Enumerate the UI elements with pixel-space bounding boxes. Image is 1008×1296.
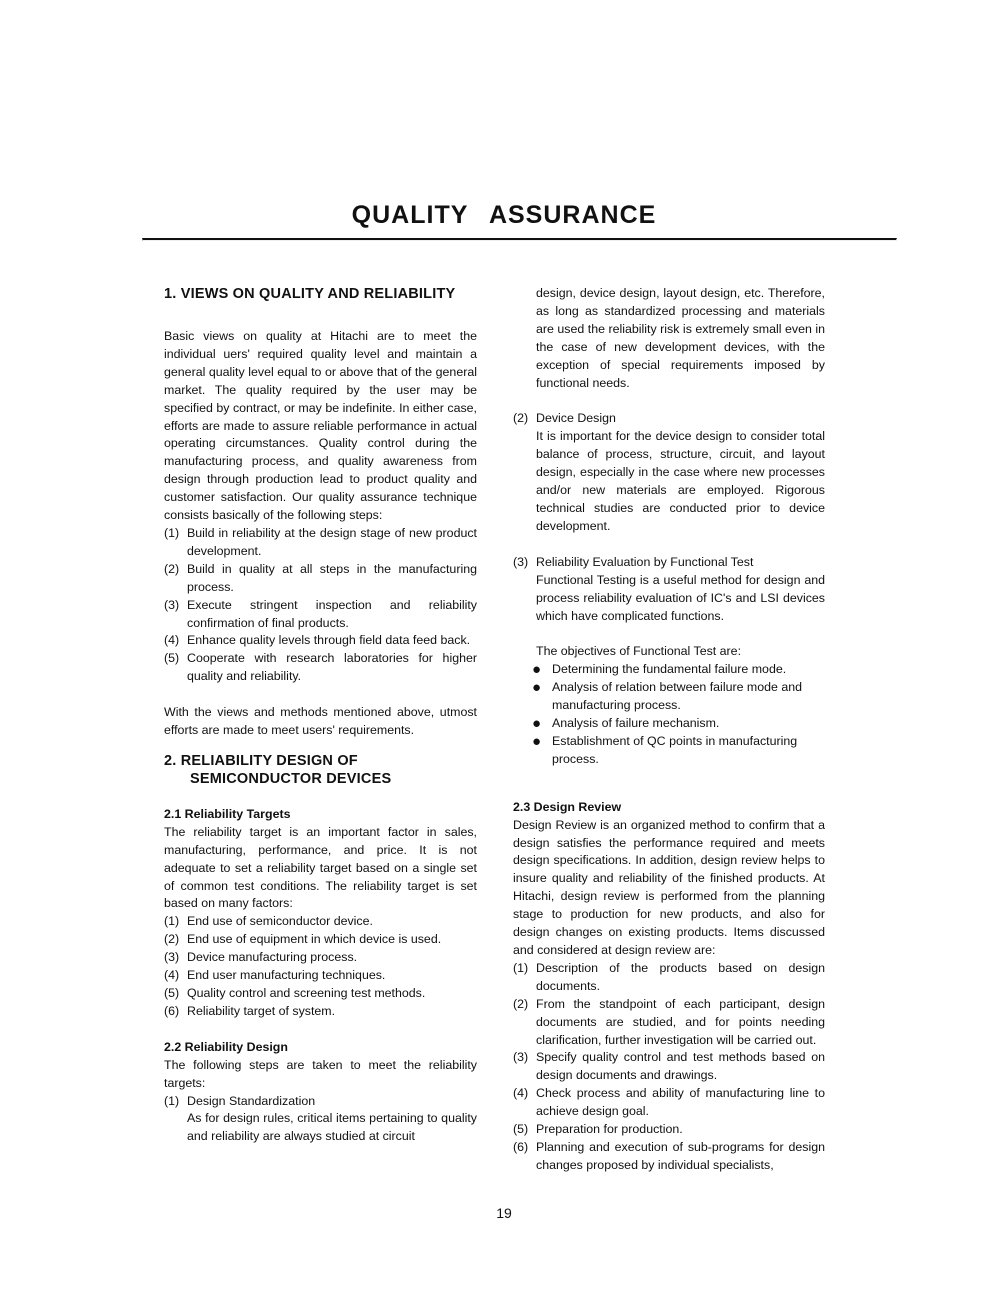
list-item bbox=[164, 525, 477, 561]
list-item-number: (4) bbox=[164, 968, 180, 983]
list-item-number: (2) bbox=[164, 561, 180, 576]
section-2-heading-line2: SEMICONDUCTOR DEVICES bbox=[190, 770, 392, 787]
list-item-text: Preparation for production. bbox=[536, 1122, 683, 1137]
list-item bbox=[513, 1139, 825, 1175]
section-1-steps bbox=[164, 525, 477, 686]
design-standardization-text: As for design rules, critical items pertaining to quality and reliability are always studied at circuit bbox=[187, 1111, 477, 1144]
bullet-icon: ● bbox=[532, 679, 542, 697]
left-column bbox=[164, 285, 477, 1146]
list-item bbox=[513, 1121, 825, 1139]
list-item-number: (1) bbox=[513, 960, 529, 975]
list-item bbox=[164, 949, 477, 967]
list-item-number: (4) bbox=[513, 1086, 529, 1101]
list-item bbox=[164, 1003, 477, 1021]
section-2-1-heading: 2.1 Reliability Targets bbox=[164, 806, 291, 821]
list-item-text: Build in quality at all steps in the manufacturing process. bbox=[187, 561, 477, 594]
list-item-text: Description of the products based on design documents. bbox=[536, 960, 825, 993]
section-2-1-text: The reliability target is an important factor in sales, manufacturing, performance, and price. It is not adequate to set a reliability target based on a single set of common test conditions. The reliability target is set based on many factors: bbox=[164, 824, 477, 911]
list-item-number: (2) bbox=[164, 932, 180, 947]
list-item-number: (6) bbox=[164, 1003, 180, 1018]
list-item bbox=[164, 931, 477, 949]
list-item-number: (1) bbox=[164, 525, 180, 540]
design-review-items bbox=[513, 960, 825, 1175]
page-number: 19 bbox=[496, 1205, 512, 1221]
list-item-text: Specify quality control and test methods based on design documents and drawings. bbox=[536, 1050, 825, 1083]
objectives-list bbox=[513, 661, 825, 768]
list-item bbox=[513, 1085, 825, 1121]
list-item bbox=[513, 554, 825, 572]
list-item bbox=[164, 913, 477, 931]
section-1-closing: With the views and methods mentioned above, utmost efforts are made to meet users' requirements. bbox=[164, 705, 477, 738]
section-2-3-text: Design Review is an organized method to confirm that a design satisfies the performance required and meets design specifications. In addition, design review helps to insure quality and reliability of the finished products. At Hitachi, design review is performed from the planning stage to production for new products, and also for design changes on existing products. Items discussed and considered at design review are: bbox=[513, 817, 825, 957]
list-item-number: (6) bbox=[513, 1139, 529, 1154]
list-item bbox=[164, 632, 477, 650]
list-item-number: (3) bbox=[513, 554, 529, 569]
list-item bbox=[164, 1093, 477, 1111]
section-2-1-factors bbox=[164, 913, 477, 1020]
device-design-text: It is important for the device design to consider total balance of process, structure, circuit, and layout design, especially in the case where new processes and/or new materials are employed. Rigorous technical studies are conducted prior to device development. bbox=[536, 429, 825, 533]
list-item-title: Reliability Evaluation by Functional Test bbox=[536, 554, 754, 569]
bullet-item bbox=[513, 733, 825, 769]
list-item-number: (5) bbox=[164, 986, 180, 1000]
page-title: QUALITY ASSURANCE bbox=[351, 201, 657, 229]
list-item-text: Reliability target of system. bbox=[187, 1003, 336, 1018]
list-item-text: Check process and ability of manufacturing line to achieve design goal. bbox=[536, 1086, 825, 1119]
list-item bbox=[513, 410, 825, 428]
section-2-2-text: The following steps are taken to meet the reliability targets: bbox=[164, 1057, 477, 1090]
list-item-text: Execute stringent inspection and reliability confirmation of final products. bbox=[187, 597, 477, 630]
bullet-icon: ● bbox=[532, 661, 542, 679]
section-2-2-heading: 2.2 Reliability Design bbox=[164, 1039, 288, 1054]
bullet-item bbox=[513, 715, 825, 733]
bullet-icon: ● bbox=[532, 715, 542, 733]
list-item-text: Enhance quality levels through field data feed back. bbox=[187, 633, 471, 648]
list-item-number: (3) bbox=[164, 597, 180, 612]
list-item-number: (1) bbox=[164, 914, 180, 929]
bullet-text: Determining the fundamental failure mode. bbox=[552, 662, 787, 677]
list-item-number: (2) bbox=[513, 996, 529, 1011]
list-item-title: Design Standardization bbox=[187, 1093, 316, 1108]
list-item bbox=[164, 985, 477, 1003]
bullet-item bbox=[513, 661, 825, 679]
list-item-text: Planning and execution of sub-programs for design changes proposed by individual specialists, bbox=[536, 1139, 825, 1172]
list-item-text: Build in reliability at the design stage of new product development. bbox=[187, 525, 477, 558]
bullet-icon: ● bbox=[532, 732, 542, 750]
list-item bbox=[164, 561, 477, 597]
list-item bbox=[513, 960, 825, 996]
list-item-text: End use of semiconductor device. bbox=[187, 914, 373, 929]
list-item-number: (3) bbox=[164, 950, 180, 965]
section-1-heading: 1. VIEWS ON QUALITY AND RELIABILITY bbox=[164, 286, 456, 302]
bullet-text: Analysis of failure mechanism. bbox=[552, 716, 720, 731]
list-item bbox=[513, 996, 825, 1050]
list-item-text: Device manufacturing process. bbox=[187, 950, 358, 965]
list-item-number: (2) bbox=[513, 411, 529, 426]
section-1-intro: Basic views on quality at Hitachi are to meet the individual uers' required quality level and maintain a general quality level equal to or above that of the general market. The quality required by the user may be specified by contract, or may be indefinite. In either case, efforts are made to assure reliable performance in actual operating circumstances. Quality control during the manufacturing process, and quality awareness from design through production lead to product quality and customer satisfaction. Our quality assurance technique consists basically of the following steps: bbox=[164, 329, 477, 523]
list-item-number: (1) bbox=[164, 1093, 180, 1108]
list-item-number: (3) bbox=[513, 1050, 529, 1065]
list-item-text: End use of equipment in which device is used. bbox=[187, 932, 442, 947]
functional-test-text: Functional Testing is a useful method for design and process reliability evaluation of IC's and LSI devices which have complicated functions. bbox=[536, 572, 825, 623]
list-item-text: End user manufacturing techniques. bbox=[187, 968, 386, 983]
right-column bbox=[513, 285, 825, 1175]
list-item-text: Cooperate with research laboratories for higher quality and reliability. bbox=[187, 651, 477, 684]
list-item-text: Quality control and screening test methods. bbox=[187, 986, 426, 1000]
section-2-heading-line1: 2. RELIABILITY DESIGN OF bbox=[164, 752, 358, 769]
list-item-text: From the standpoint of each participant, design documents are studied, and for points needing clarification, further investigation will be carried out. bbox=[536, 996, 825, 1047]
design-standardization-continued: design, device design, layout design, etc. Therefore, as long as standardized processing and materials are used the reliability risk is extremely small even in the case of new development devices, with the exception of special requirements imposed by functional needs. bbox=[536, 286, 825, 390]
list-item bbox=[164, 597, 477, 633]
section-2-3-heading: 2.3 Design Review bbox=[513, 799, 622, 814]
bullet-text: Analysis of relation between failure mode and manufacturing process. bbox=[552, 680, 803, 713]
objectives-intro: The objectives of Functional Test are: bbox=[536, 644, 742, 659]
bullet-text: Establishment of QC points in manufacturing process. bbox=[552, 733, 798, 766]
list-item bbox=[164, 650, 477, 686]
list-item-number: (5) bbox=[513, 1122, 529, 1137]
title-rule bbox=[142, 238, 897, 241]
list-item-number: (4) bbox=[164, 633, 180, 648]
list-item bbox=[164, 967, 477, 985]
bullet-item bbox=[513, 679, 825, 715]
section-2-heading bbox=[164, 752, 477, 788]
list-item-title: Device Design bbox=[536, 411, 616, 426]
list-item bbox=[513, 1049, 825, 1085]
list-item-number: (5) bbox=[164, 651, 180, 666]
